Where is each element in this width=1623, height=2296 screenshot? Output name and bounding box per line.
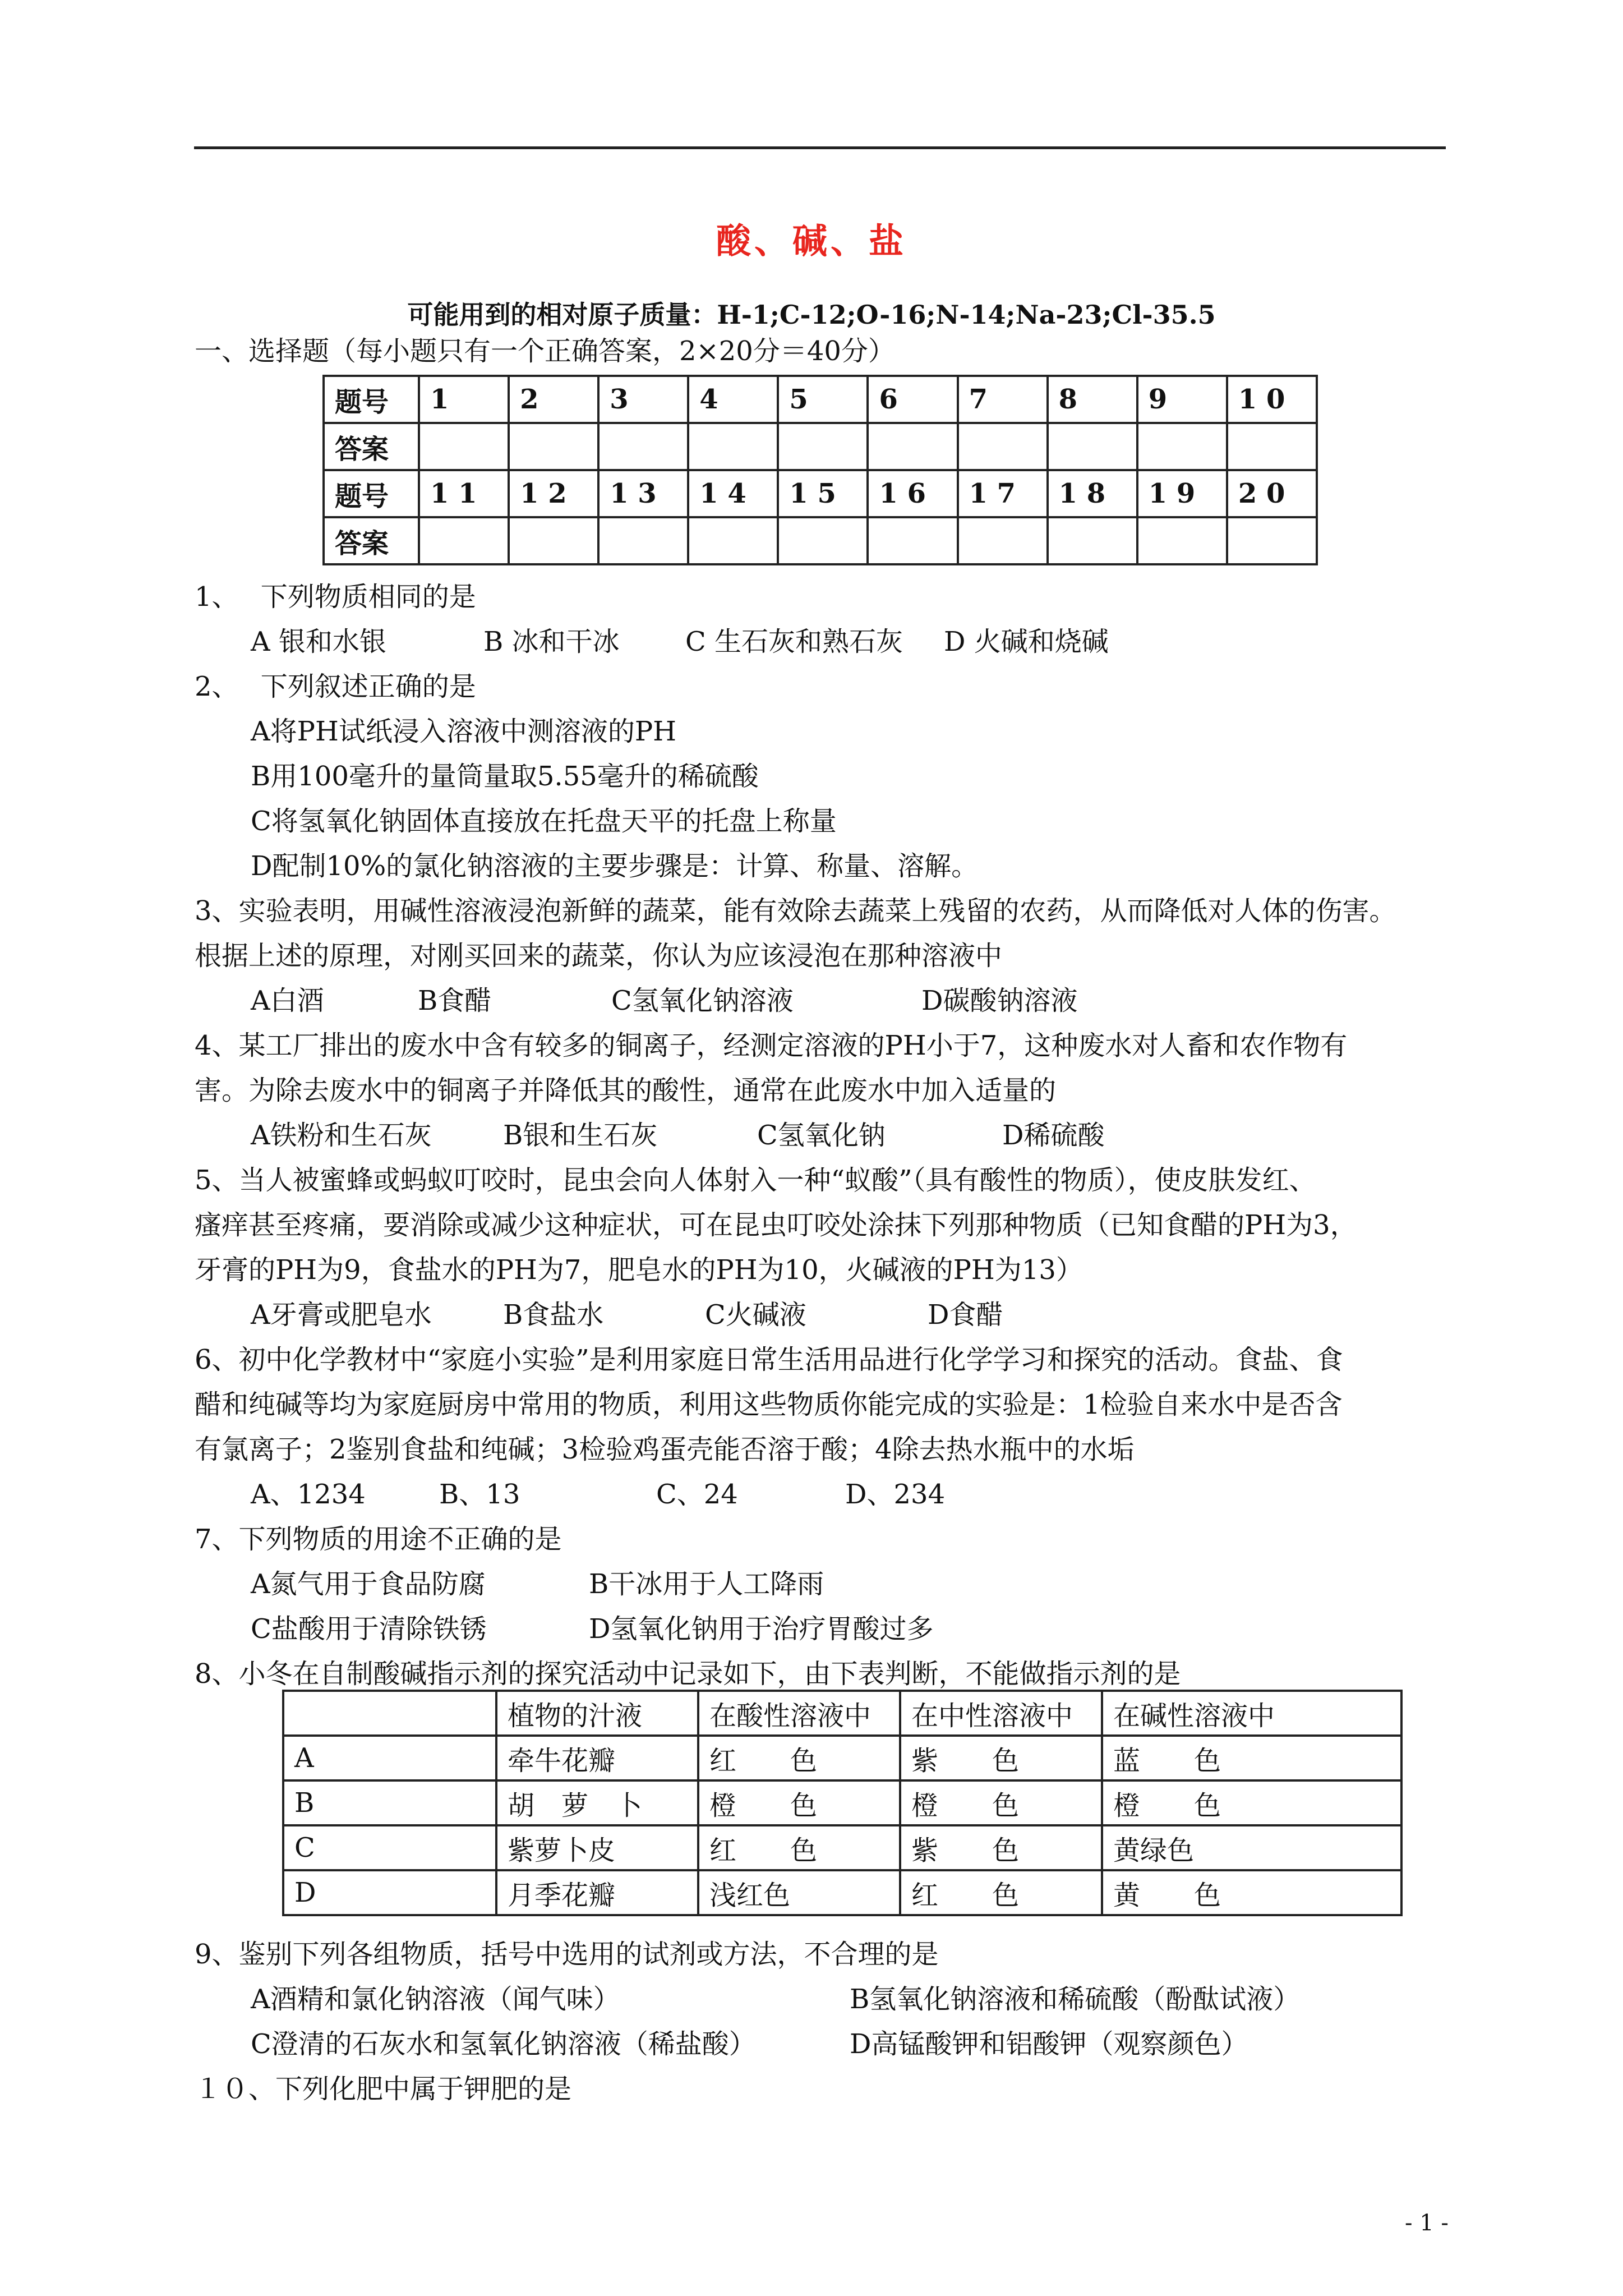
- table-cell: 6: [868, 376, 957, 423]
- answer-cell[interactable]: [419, 423, 509, 470]
- table-cell: 橙 色: [1102, 1780, 1401, 1825]
- option-c: C火碱液: [705, 1299, 806, 1331]
- option-d: D配制10%的氯化钠溶液的主要步骤是：计算、称量、溶解。: [251, 850, 979, 882]
- table-row: [283, 1870, 1401, 1915]
- table-cell: B: [283, 1780, 496, 1825]
- table-cell: 2 0: [1227, 470, 1317, 517]
- question-3-stem: 3、实验表明，用碱性溶液浸泡新鲜的蔬菜，能有效除去蔬菜上残留的农药，从而降低对人体的伤害。: [195, 895, 1396, 927]
- table-cell: 1: [419, 376, 509, 423]
- option-b: B银和生石灰: [503, 1120, 658, 1151]
- table-cell: 1 3: [598, 470, 688, 517]
- page-title: 酸、碱、盐: [716, 220, 907, 261]
- table-cell: 2: [509, 376, 598, 423]
- table-header-cell: 植物的汁液: [496, 1691, 698, 1736]
- question-2-stem: 2、 下列叙述正确的是: [195, 671, 476, 702]
- option-c: C氢氧化钠溶液: [611, 985, 794, 1016]
- answer-cell[interactable]: [509, 517, 598, 564]
- option-c: C、24: [656, 1479, 738, 1510]
- table-cell: 4: [688, 376, 778, 423]
- table-cell: 1 0: [1227, 376, 1317, 423]
- table-cell: 浅红色: [698, 1870, 900, 1915]
- question-10-stem: １０、下列化肥中属于钾肥的是: [195, 2073, 572, 2105]
- option-b: B用100毫升的量筒量取5.55毫升的稀硫酸: [251, 761, 759, 792]
- indicator-table: [282, 1690, 1403, 1916]
- option-d: D、234: [845, 1479, 946, 1510]
- table-cell: 1 9: [1137, 470, 1227, 517]
- question-8-stem: 8、小冬在自制酸碱指示剂的探究活动中记录如下，由下表判断，不能做指示剂的是: [195, 1658, 1181, 1690]
- table-cell: 7: [958, 376, 1048, 423]
- answer-cell[interactable]: [598, 423, 688, 470]
- table-row: [283, 1825, 1401, 1870]
- option-c: C 生石灰和熟石灰: [685, 626, 903, 657]
- table-cell: 1 8: [1048, 470, 1137, 517]
- answer-cell[interactable]: [598, 517, 688, 564]
- table-header-cell: 在碱性溶液中: [1102, 1691, 1401, 1736]
- atomic-mass-line: 可能用到的相对原子质量：H-1;C-12;O-16;N-14;Na-23;Cl-35.5: [407, 300, 1216, 330]
- page-number: - 1 -: [1405, 2210, 1449, 2236]
- table-cell: D: [283, 1870, 496, 1915]
- table-cell: 紫 色: [900, 1825, 1102, 1870]
- option-c: C澄清的石灰水和氢氧化钠溶液（稀盐酸）: [251, 2028, 756, 2060]
- option-d: D稀硫酸: [1002, 1120, 1105, 1151]
- option-b: B食盐水: [503, 1299, 604, 1331]
- question-3-stem-cont: 根据上述的原理，对刚买回来的蔬菜，你认为应该浸泡在那种溶液中: [195, 940, 1003, 972]
- table-header-cell: 在酸性溶液中: [698, 1691, 900, 1736]
- question-1-stem: 1、 下列物质相同的是: [195, 581, 476, 613]
- table-cell: 1 5: [778, 470, 868, 517]
- table-cell: 8: [1048, 376, 1137, 423]
- question-6-stem-cont: 醋和纯碱等均为家庭厨房中常用的物质，利用这些物质你能完成的实验是：1检验自来水中是否含: [195, 1389, 1343, 1420]
- table-cell: 1 4: [688, 470, 778, 517]
- table-cell: C: [283, 1825, 496, 1870]
- option-a: A氮气用于食品防腐: [251, 1568, 486, 1600]
- table-cell: A: [283, 1736, 496, 1780]
- table-cell: 题号: [324, 376, 419, 423]
- question-5-stem-cont: 瘙痒甚至疼痛，要消除或减少这种症状，可在昆虫叮咬处涂抹下列那种物质（已知食醋的PH为3，: [195, 1209, 1357, 1241]
- table-cell: 1 1: [419, 470, 509, 517]
- answer-cell[interactable]: [688, 517, 778, 564]
- table-cell: 红 色: [698, 1736, 900, 1780]
- answer-cell[interactable]: [509, 423, 598, 470]
- option-d: D碳酸钠溶液: [921, 985, 1078, 1016]
- table-cell: 橙 色: [698, 1780, 900, 1825]
- table-cell: 答案: [324, 517, 419, 564]
- table-cell: 9: [1137, 376, 1227, 423]
- option-c: C氢氧化钠: [757, 1120, 886, 1151]
- answer-cell[interactable]: [778, 423, 868, 470]
- answer-cell[interactable]: [868, 423, 957, 470]
- answer-cell[interactable]: [1137, 517, 1227, 564]
- table-cell: 黄 色: [1102, 1870, 1401, 1915]
- option-b: B食醋: [418, 985, 492, 1016]
- table-cell: 黄绿色: [1102, 1825, 1401, 1870]
- table-header-cell: [283, 1691, 496, 1736]
- table-cell: 答案: [324, 423, 419, 470]
- option-b: B氢氧化钠溶液和稀硫酸（酚酞试液）: [850, 1984, 1301, 2015]
- table-row: [324, 470, 1317, 517]
- table-cell: 胡 萝 卜: [496, 1780, 698, 1825]
- option-b: B 冰和干冰: [483, 626, 620, 657]
- option-a: A酒精和氯化钠溶液（闻气味）: [251, 1984, 620, 2015]
- answer-cell[interactable]: [1227, 423, 1317, 470]
- table-cell: 题号: [324, 470, 419, 517]
- table-row: [324, 376, 1317, 423]
- option-d: D高锰酸钾和铝酸钾（观察颜色）: [850, 2028, 1248, 2060]
- option-a: A白酒: [251, 985, 324, 1016]
- option-a: A、1234: [251, 1479, 366, 1510]
- table-cell: 1 2: [509, 470, 598, 517]
- table-cell: 红 色: [900, 1870, 1102, 1915]
- question-5-stem-cont: 牙膏的PH为9，食盐水的PH为7，肥皂水的PH为10，火碱液的PH为13）: [195, 1254, 1083, 1286]
- table-cell: 牵牛花瓣: [496, 1736, 698, 1780]
- header-rule: [194, 146, 1446, 149]
- answer-cell[interactable]: [1227, 517, 1317, 564]
- question-6-stem: 6、初中化学教材中“家庭小实验”是利用家庭日常生活用品进行化学学习和探究的活动。食盐、食: [195, 1344, 1343, 1375]
- question-4-stem-cont: 害。为除去废水中的铜离子并降低其的酸性，通常在此废水中加入适量的: [195, 1075, 1057, 1106]
- answer-cell[interactable]: [868, 517, 957, 564]
- answer-cell[interactable]: [419, 517, 509, 564]
- answer-cell[interactable]: [958, 423, 1048, 470]
- question-9-stem: 9、鉴别下列各组物质，括号中选用的试剂或方法，不合理的是: [195, 1939, 939, 1970]
- section-heading: 一、选择题（每小题只有一个正确答案，2×20分＝40分）: [195, 335, 895, 367]
- option-d: D氢氧化钠用于治疗胃酸过多: [589, 1613, 934, 1645]
- question-7-stem: 7、下列物质的用途不正确的是: [195, 1524, 562, 1555]
- answer-cell[interactable]: [1048, 517, 1137, 564]
- answer-table: [322, 375, 1318, 565]
- table-row: [324, 517, 1317, 564]
- table-cell: 月季花瓣: [496, 1870, 698, 1915]
- option-c: C盐酸用于清除铁锈: [251, 1613, 487, 1645]
- answer-cell[interactable]: [1048, 423, 1137, 470]
- table-row: [283, 1780, 1401, 1825]
- table-cell: 1 6: [868, 470, 957, 517]
- answer-cell[interactable]: [688, 423, 778, 470]
- question-6-stem-cont: 有氯离子；2鉴别食盐和纯碱；3检验鸡蛋壳能否溶于酸；4除去热水瓶中的水垢: [195, 1434, 1135, 1465]
- table-cell: 紫 色: [900, 1736, 1102, 1780]
- option-b: B、13: [439, 1479, 520, 1510]
- question-5-stem: 5、当人被蜜蜂或蚂蚁叮咬时，昆虫会向人体射入一种“蚁酸”（具有酸性的物质），使皮肤发红、: [195, 1165, 1316, 1196]
- table-cell: 蓝 色: [1102, 1736, 1401, 1780]
- table-cell: 1 7: [958, 470, 1048, 517]
- option-a: A将PH试纸浸入溶液中测溶液的PH: [251, 716, 676, 747]
- table-row: [324, 423, 1317, 470]
- table-cell: 5: [778, 376, 868, 423]
- option-a: A牙膏或肥皂水: [251, 1299, 432, 1331]
- option-a: A铁粉和生石灰: [251, 1120, 432, 1151]
- table-cell: 紫萝卜皮: [496, 1825, 698, 1870]
- table-row: [283, 1736, 1401, 1780]
- answer-cell[interactable]: [1137, 423, 1227, 470]
- option-b: B干冰用于人工降雨: [589, 1568, 824, 1600]
- answer-cell[interactable]: [778, 517, 868, 564]
- table-header-row: [283, 1691, 1401, 1736]
- option-d: D 火碱和烧碱: [944, 626, 1109, 657]
- option-d: D食醋: [928, 1299, 1003, 1331]
- table-cell: 3: [598, 376, 688, 423]
- table-header-cell: 在中性溶液中: [900, 1691, 1102, 1736]
- table-cell: 红 色: [698, 1825, 900, 1870]
- table-cell: 橙 色: [900, 1780, 1102, 1825]
- answer-cell[interactable]: [958, 517, 1048, 564]
- option-a: A 银和水银: [251, 626, 386, 657]
- question-4-stem: 4、某工厂排出的废水中含有较多的铜离子，经测定溶液的PH小于7，这种废水对人畜和农作物有: [195, 1030, 1348, 1061]
- option-c: C将氢氧化钠固体直接放在托盘天平的托盘上称量: [251, 806, 837, 837]
